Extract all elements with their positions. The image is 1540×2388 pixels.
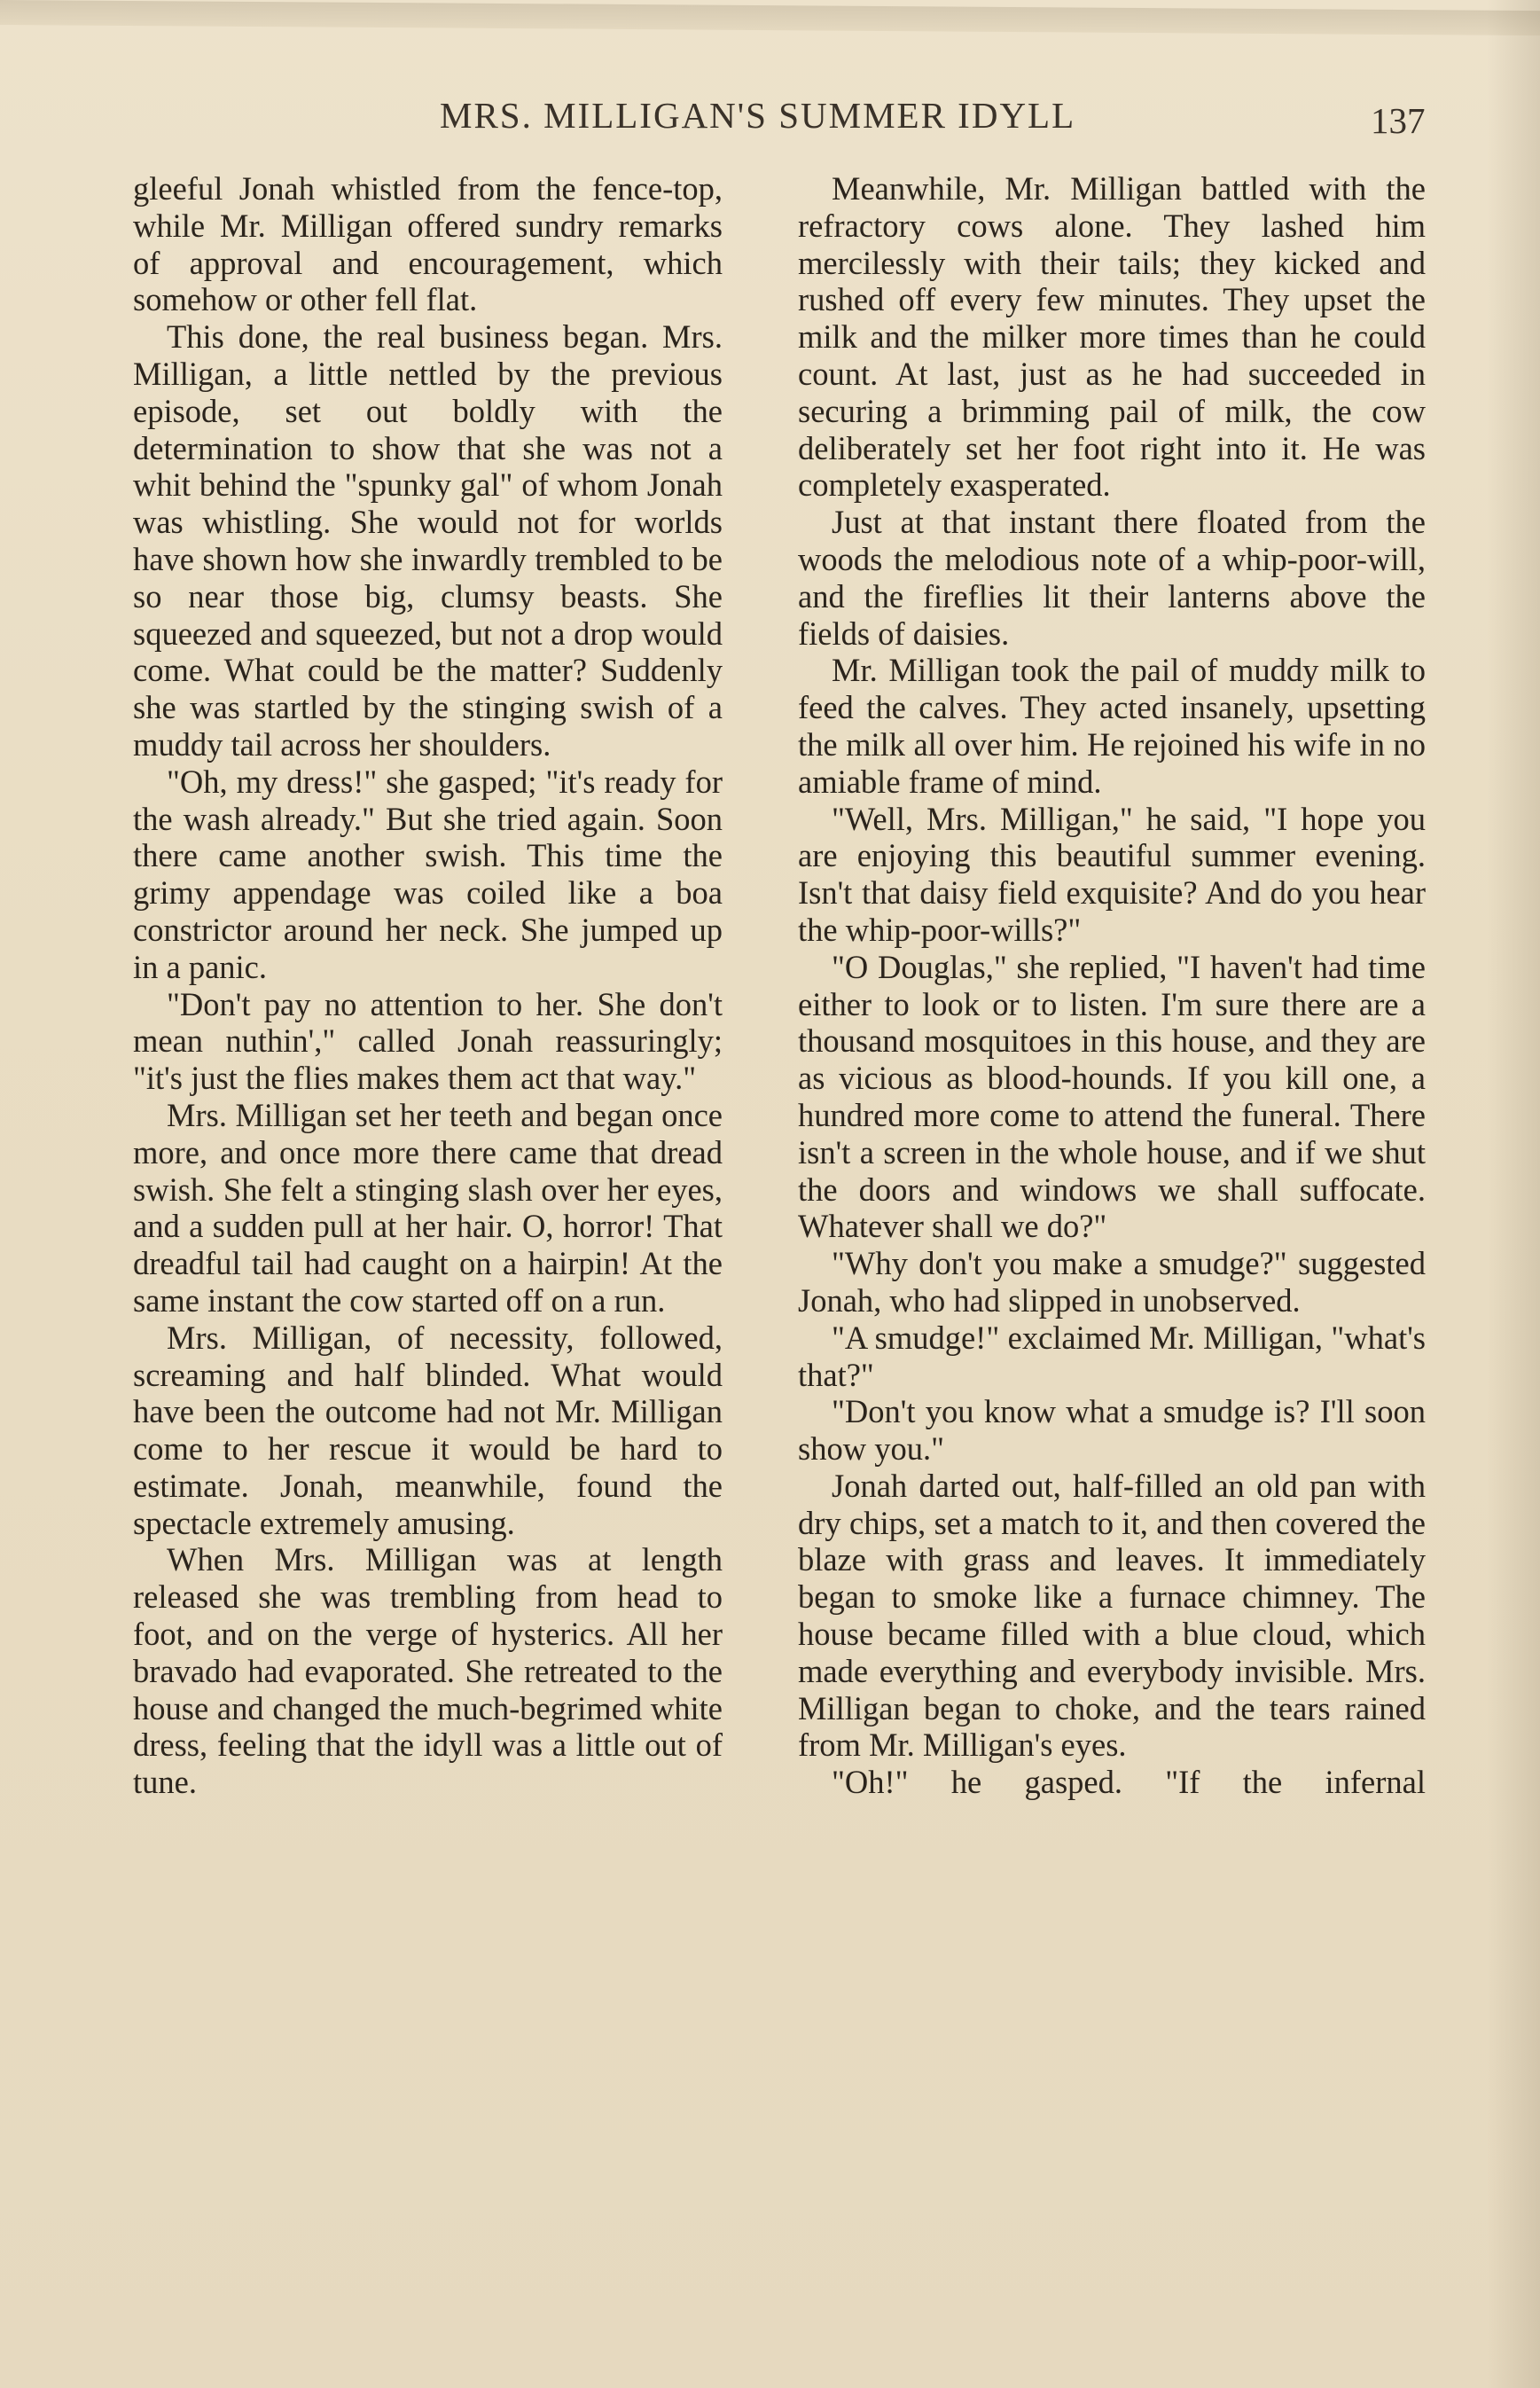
left-column: [133, 170, 723, 1801]
paragraph: "Why don't you make a smudge?" suggested Jonah, who had slipped in unobserved.: [798, 1245, 1426, 1319]
page-right-edge-shadow: [1487, 0, 1540, 2388]
paragraph: Mr. Milligan took the pail of muddy milk to feed the calves. They acted insanely, upsetting the milk all over him. He rejoined his wife in no amiable frame of mind.: [798, 652, 1426, 800]
paragraph: "Oh, my dress!" she gasped; "it's ready for the wash already." But she tried again. Soon there came another swish. This time the grimy appendage was coiled like a boa constrictor around her neck. She jumped up in a panic.: [133, 763, 723, 985]
paragraph: Just at that instant there floated from the woods the melodious note of a whip-poor-will, and the fireflies lit their lanterns above the fields of daisies.: [798, 504, 1426, 652]
page-header: [0, 89, 1540, 142]
paragraph: Jonah darted out, half-filled an old pan with dry chips, set a match to it, and then covered the blaze with grass and leaves. It immediately began to smoke like a furnace chimney. The house became filled with a blue cloud, which made everything and everybody invisible. Mrs. Milligan began to choke, and the tears rained from Mr. Milligan's eyes.: [798, 1467, 1426, 1764]
paragraph: This done, the real business began. Mrs. Milligan, a little nettled by the previous episode, set out boldly with the determination to show that she was not a whit behind the "spunky gal" of whom Jonah was whistling. She would not for worlds have shown how she inwardly trembled to be so near those big, clumsy beasts. She squeezed and squeezed, but not a drop would come. What could be the matter? Suddenly she was startled by the stinging swish of a muddy tail across her shoulders.: [133, 318, 723, 763]
paragraph: "A smudge!" exclaimed Mr. Milligan, "what's that?": [798, 1319, 1426, 1393]
paragraph: "Don't pay no attention to her. She don't mean nuthin'," called Jonah reassuringly; "it's just the flies makes them act that way.": [133, 985, 723, 1097]
right-column: [798, 170, 1426, 1801]
paragraph: Meanwhile, Mr. Milligan battled with the refractory cows alone. They lashed him mercilessly with their tails; they kicked and rushed off every few minutes. They upset the milk and the milker more times than he could count. At last, just as he had succeeded in securing a brimming pail of milk, the cow deliberately set her foot right into it. He was completely exasperated.: [798, 170, 1426, 504]
page-top-edge: [0, 0, 1540, 35]
paragraph: Mrs. Milligan set her teeth and began once more, and once more there came that dread swish. She felt a stinging slash over her eyes, and a sudden pull at her hair. O, horror! That dreadful tail had caught on a hairpin! At the same instant the cow started off on a run.: [133, 1096, 723, 1319]
page-number: 137: [1371, 100, 1426, 141]
paragraph: "Don't you know what a smudge is? I'll soon show you.": [798, 1393, 1426, 1468]
paragraph: "Oh!" he gasped. "If the infernal: [832, 1764, 1426, 1801]
paragraph: When Mrs. Milligan was at length released she was trembling from head to foot, and on the verge of hysterics. All her bravado had evaporated. She retreated to the house and changed the much-begrimed white dress, feeling that the idyll was a little out of tune.: [133, 1541, 723, 1801]
paragraph: gleeful Jonah whistled from the fence-top, while Mr. Milligan offered sundry remarks of approval and encouragement, which somehow or other fell flat.: [133, 170, 723, 318]
paragraph: "Well, Mrs. Milligan," he said, "I hope you are enjoying this beautiful summer evening. Isn't that daisy field exquisite? And do you hear the whip-poor-wills?": [798, 800, 1426, 948]
paragraph: "O Douglas," she replied, "I haven't had time either to look or to listen. I'm sure there are a thousand mosquitoes in this house, and they are as vicious as blood-hounds. If you kill one, a hundred more come to attend the funeral. There isn't a screen in the whole house, and if we shut the doors and windows we shall suffocate. Whatever shall we do?": [798, 948, 1426, 1245]
running-title: MRS. MILLIGAN'S SUMMER IDYLL: [440, 95, 1076, 136]
paragraph: Mrs. Milligan, of necessity, followed, screaming and half blinded. What would have been the outcome had not Mr. Milligan come to her rescue it would be hard to estimate. Jonah, meanwhile, found the spectacle extremely amusing.: [133, 1319, 723, 1541]
